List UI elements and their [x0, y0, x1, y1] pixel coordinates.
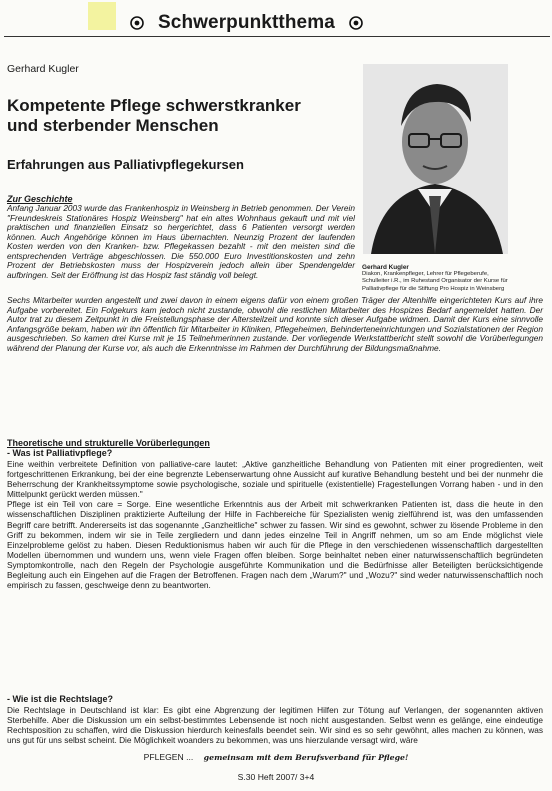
question-heading: - Was ist Palliativpflege?: [7, 448, 113, 458]
article-title: [7, 96, 347, 136]
question-heading: - Wie ist die Rechtslage?: [7, 694, 113, 704]
section-header: [130, 9, 530, 37]
theory-body: [7, 459, 543, 590]
footer-slogan: [0, 752, 552, 762]
body-paragraph: Eine weithin verbreitete Definition von palliative-care lautet: „Aktive ganzheitliche Behandlung von Patienten mit einer progredienten, weit fortgeschrittenen Erkrankung, bei der eine begrenzte Lebenserwartung ohne Aussicht auf kurative Behandlung besteht und bei der nunmehr die Beherrschung der Krankheitssymptome sowie psychologische, soziale und spirituelle (existentielle) Fragestellungen Vorrang haben - und in den Mittelpunkt gerückt werden müssen.": [7, 459, 543, 500]
author-photo: [363, 64, 508, 254]
highlight-marker: [88, 2, 116, 30]
history-paragraph: Sechs Mitarbeiter wurden angestellt und zwei davon in einem eigens dafür von einem großen Träger der Altenhilfe eingerichteten Kurs auf ihre Aufgabe vorbereitet. Ein Folgekurs kam jedoch nicht zustande, obwohl die restlichen Mitarbeiter des Hospizes Bedarf angemeldet hatten. Der Autor trat zu diesem Zeitpunkt in die Freistellungsphase der Altersteilzeit und konnte sich dieser Aufgabe widmen. Damit der Kurs eine sinnvolle Anfangsgröße bekam, haben wir ihn öffentlich für Mitarbeiter in Kliniken, Pflegeheimen, Behinderteneinrichtungen und Sozialstationen der Region ausgeschrieben. So kamen drei Kurse mit je 15 Teilnehmerinnen zustande. Der vorliegende Werkstattbericht stellt sowohl die Vorüberlegungen während der Planung der Kurse vor, als auch die Erkenntnisse im Rahmen der Durchführung der Bildungsmaßnahme.: [7, 295, 543, 353]
body-paragraph: Die Rechtslage in Deutschland ist klar: Es gibt eine Abgrenzung der legitimen Hilfen zur Tötung auf Verlangen, der sogenannten aktiven Sterbehilfe. Aber die Diskussion um ein selbst-bestimmtes Lebensende ist noch nicht ausgestanden. Selbst wenn es gelänge, eine eindeutige Rechtsposition zu schaffen, wird die Diskussion hierdurch keinesfalls beendet sein. Wir sind es so sehr gewöhnt, alles machen zu können, was uns gut für uns selbst scheint. Die Möglichkeit woanders zu bekommen, was uns hierzulande versagt wird, wäre: [7, 705, 543, 746]
section-title: Schwerpunktthema: [158, 12, 335, 33]
page-number: S.30 Heft 2007/ 3+4: [237, 772, 315, 782]
article-title-line: und sterbender Menschen: [7, 116, 219, 135]
theory-heading: Theoretische und strukturelle Vorüberlegungen: [7, 438, 210, 448]
target-icon: [130, 16, 144, 30]
photo-caption: [362, 264, 512, 293]
history-heading: Zur Geschichte: [7, 194, 73, 204]
footer-motto: gemeinsam mit dem Berufsverband für Pflege!: [203, 753, 409, 762]
footer-brand: PFLEGEN ...: [143, 752, 194, 762]
caption-text: Diakon, Krankenpfleger, Lehrer für Pflegeberufe, Schulleiter i.R., im Ruhestand Organisator der Kurse für Palliativpflege für die Stiftung Pro Hospiz in Weinsberg: [362, 271, 508, 292]
target-icon: [349, 16, 363, 30]
article-title-line: Kompetente Pflege schwerstkranker: [7, 96, 301, 115]
article-subtitle: Erfahrungen aus Palliativpflegekursen: [7, 157, 244, 172]
caption-name: Gerhard Kugler: [362, 264, 409, 271]
article-author: Gerhard Kugler: [7, 63, 79, 75]
history-paragraph: Anfang Januar 2003 wurde das Frankenhospiz in Weinsberg in Betrieb genommen. Der Verein "Freundeskreis Stationäres Hospiz Weinsberg" hat ein altes Wohnhaus gekauft und mit viel praktischen und finanziellen Einsatz so hergerichtet, dass 6 Patienten versorgt werden können. Auch Angehörige können im Haus übernachten. Neunzig Prozent der laufenden Kosten werden von den Kranken- bzw. Pflegekassen bezahlt - mit den meisten sind die entsprechenden Verträge abgeschlossen. Die 550.000 Euro Investitionskosten und zehn Prozent der Betriebskosten muss der Hospizverein jedoch allein über Spendengelder aufbringen. Seit der Eröffnung ist das Hospiz fast ständig voll belegt.: [7, 203, 355, 280]
body-paragraph: Pflege ist ein Teil von care = Sorge. Eine wesentliche Erkenntnis aus der Arbeit mit schwerkranken Patienten ist, dass die heute in den wissenschaftlichen Disziplinen praktizierte Aufteilung der Hilfe in Fachbereiche für Spezialisten wenig zielführend ist, was den umfassenden Begriff care betrifft. Andererseits ist das sogenannte „Ganzheitliche" schwer zu fassen. Wir sind es gewohnt, schwer zu lösende Probleme in den Griff zu bekommen, indem wir sie in Teile zergliedern und dann jedes einzelne Teil in Angriff nehmen, um so am Ende möglichst viele Einzelprobleme gelöst zu haben. Diesen Reduktionismus haben wir auch für die Pflege in den verschiedenen wissenschaftlich dargestellten Modellen übernommen und wundern uns, wenn viele Fragen offen bleiben. Sorge beinhaltet neben einer naturwissenschaftlich begründeten Symptomkontrolle, nach den Regeln der Psychologie ausgeführte Kommunikation und die Bedürfnisse aller Beteiligten berücksichtigende Begleitung auch ein Eingehen auf die Fragen der Betroffenen. Fragen nach dem „Warum?" und „Wozu?" sind weder naturwissenschaftlich noch empirisch zu fassen, geschweige denn zu beantworten.: [7, 499, 543, 591]
header-divider: [4, 36, 550, 37]
